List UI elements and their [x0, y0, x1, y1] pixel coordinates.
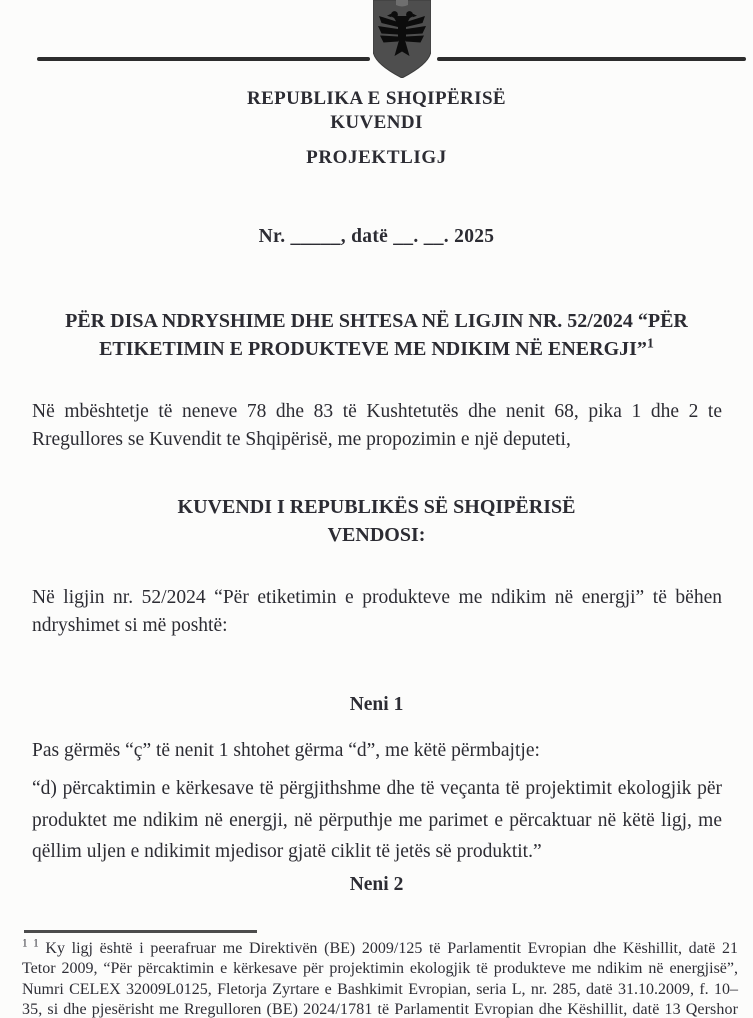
document-type-heading: PROJEKTLIGJ [306, 147, 447, 168]
footnote-line: $^{1 1}$ Ky ligj është i peerafruar me Direktivën (BE) 2009/125 të Parlamentit Evropian dhe Këshillit, datë 21 [22, 937, 739, 957]
assembly-heading: KUVENDI [330, 112, 423, 133]
header-rule-left [37, 57, 370, 61]
footnote-block [22, 939, 738, 1018]
footnote-line: Tetor 2009, “Për përcaktimin e kërkesave për projektimin ekologjik të produkteve me ndikim në energjisë”, [22, 960, 738, 978]
header-rule-right [437, 57, 746, 61]
amendments-intro-paragraph: Në ligjin nr. 52/2024 “Për etiketimin e produkteve me ndikim në energji” të bëhen ndryshimet si më poshtë: [32, 587, 722, 636]
title-footnote-ref: 1 [646, 336, 654, 352]
footnote-marker: 1 1 [22, 937, 39, 950]
number-date-line: Nr. _____, datë __. __. 2025 [258, 226, 495, 247]
article-1-heading: Neni 1 [349, 694, 404, 715]
footnote-line: 35, si dhe pjesërisht me Rregulloren (BE) 2024/1781 të Parlamentit Evropian dhe Këshillit, datë 13 Qershor [22, 1001, 738, 1018]
law-title [47, 307, 707, 363]
republic-heading: REPUBLIKA E SHQIPËRISË [246, 88, 507, 109]
footnote-line: Numri CELEX 32009L0125, Fletorja Zyrtare e Bashkimit Evropian, seria L, nr. 285, datë 31.10.2009, f. 10– [22, 980, 738, 998]
law-title-text: PËR DISA NDRYSHIME DHE SHTESA NË LIGJIN NR. 52/2024 “PËR ETIKETIMIN E PRODUKTEVE ME NDIKIM NË ENERGJI” [65, 310, 688, 360]
enacting-heading [0, 494, 753, 549]
article-1-paragraph-2: “d) përcaktimin e kërkesave të përgjithshme dhe të veçanta të projektimit ekologjik për produktet me ndikim në energji, në përputhje me parimet e përcaktuar në këtë ligj, me qëllim uljen e ndikimit mjedisor gjatë ciklit të jetës së produktit.” [32, 778, 722, 862]
footnote-separator [24, 930, 257, 933]
albanian-eagle-emblem-icon [373, 0, 431, 83]
article-2-heading: Neni 2 [349, 874, 404, 895]
preamble-paragraph: Në mbështetje të neneve 78 dhe 83 të Kushtetutës dhe nenit 68, pika 1 dhe 2 te Rregullores se Kuvendit te Shqipërisë, me propozimin e një deputeti, [32, 401, 722, 450]
article-1-paragraph-1: Pas gërmës “ç” të nenit 1 shtohet gërma “d”, me këtë përmbajtje: [32, 740, 540, 761]
enacting-line-2: VENDOSI: [327, 523, 426, 546]
enacting-line-1: KUVENDI I REPUBLIKËS SË SHQIPËRISË [177, 496, 576, 518]
